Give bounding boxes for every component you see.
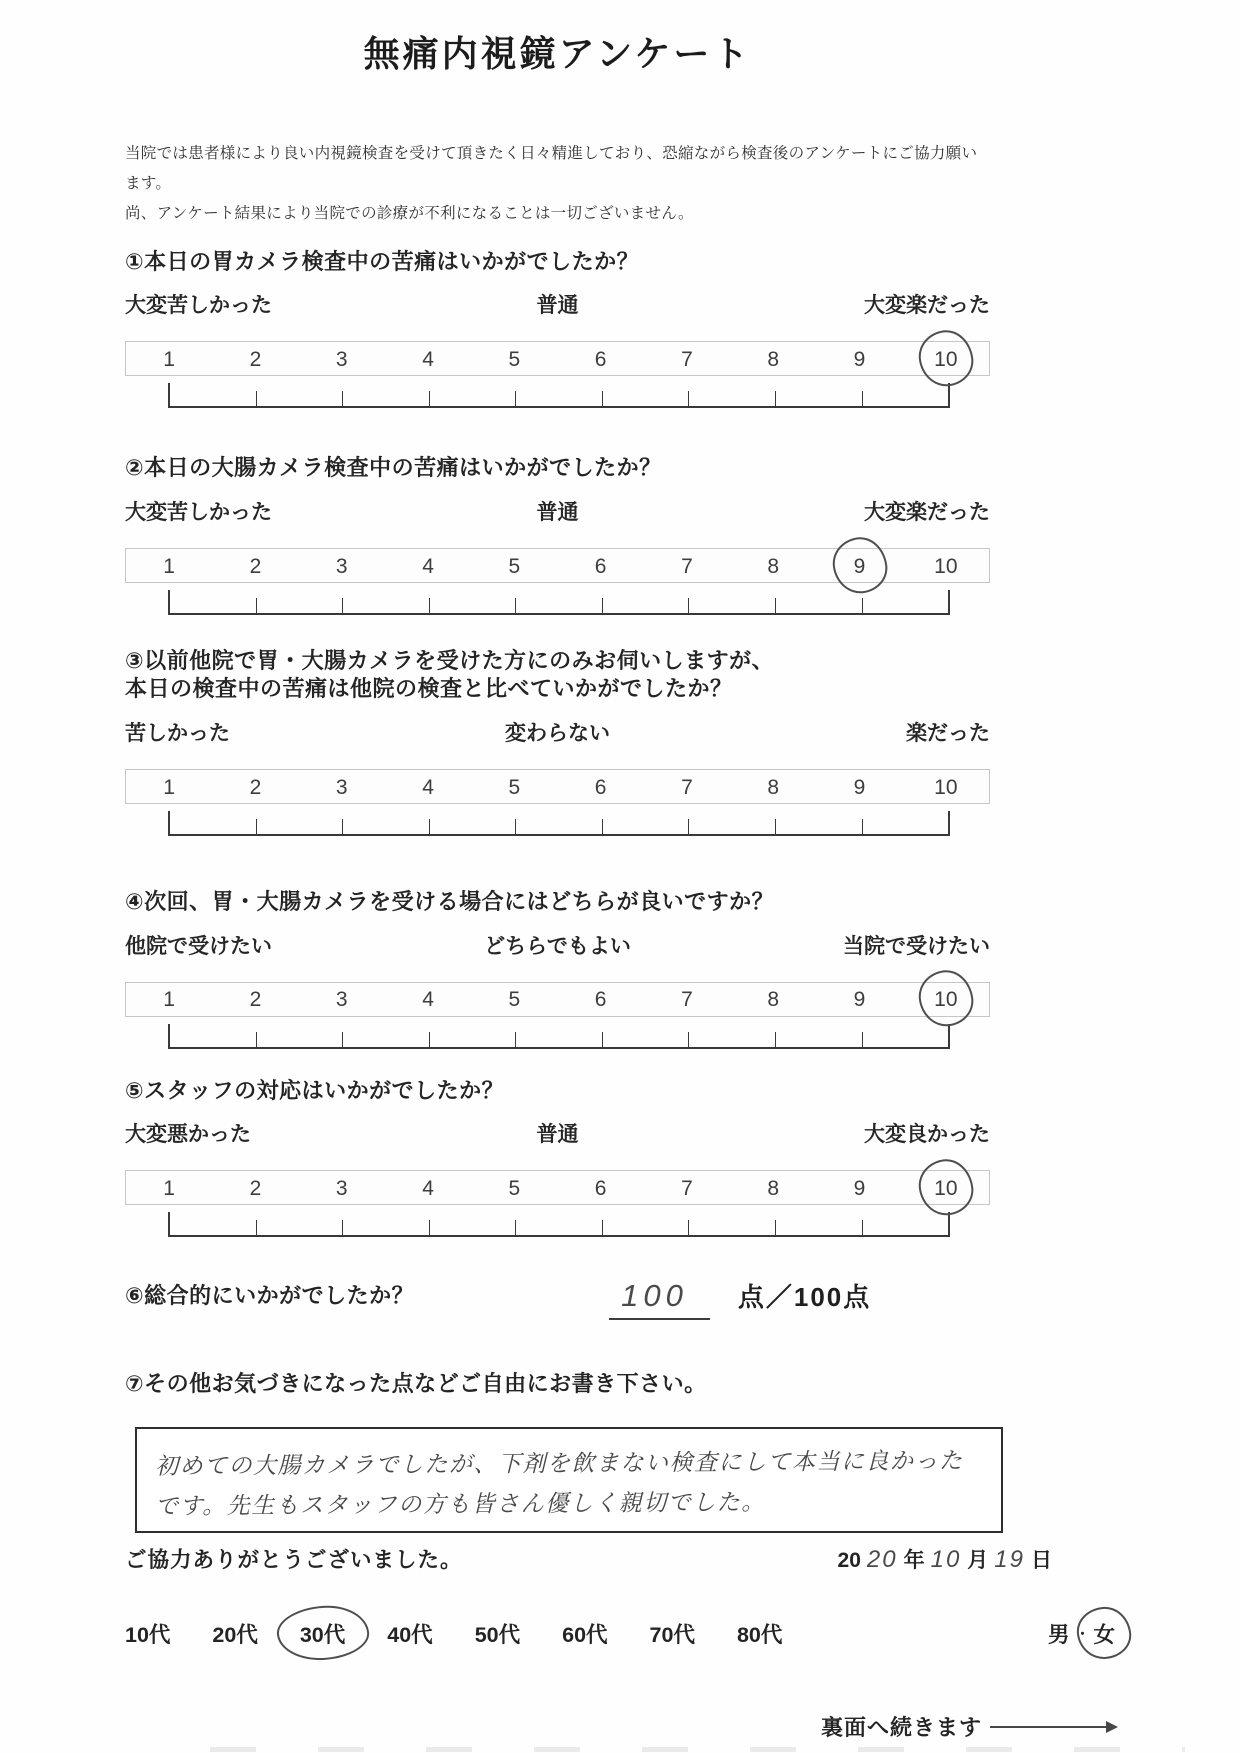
scale-label-center: 普通 [536, 500, 579, 524]
scale-option-3[interactable]: 3 [335, 988, 348, 1012]
scale-label-center: どちらでもよい [484, 934, 631, 958]
question-6-heading: ⑥総合的にいかがでしたか？ [125, 1282, 415, 1308]
question-5-heading: ⑤スタッフの対応はいかがでしたか？ [125, 1077, 505, 1103]
scale-option-1[interactable]: 1 [163, 554, 175, 578]
scale-option-1[interactable]: 1 [163, 988, 175, 1012]
question-1-heading: ①本日の胃カメラ検査中の苦痛はいかがでしたか？ [125, 248, 640, 274]
age-options [125, 1618, 824, 1649]
scale-option-3[interactable]: 3 [335, 1176, 348, 1200]
ruler-segment [429, 1032, 516, 1047]
scale-option-8[interactable]: 8 [767, 347, 780, 371]
scale-option-9[interactable]: 9 [853, 988, 866, 1012]
handwritten-score: 100 [621, 1278, 688, 1314]
ruler-segment [256, 598, 343, 613]
ruler-segment [602, 1032, 689, 1047]
question-3-scale [125, 769, 990, 804]
intro-text [125, 139, 990, 230]
ruler-segment [429, 1220, 516, 1235]
intro-line-1: 当院では患者様により良い内視鏡検査を受けて頂きたく日々精進しており、恐縮ながら検査後のアンケートにご協力願います。 [125, 145, 978, 193]
scale-option-3[interactable]: 3 [335, 347, 348, 371]
question-3-heading [125, 647, 990, 704]
ruler-segment [688, 598, 775, 613]
continue-row [125, 1711, 1115, 1742]
scale-option-6[interactable]: 6 [594, 347, 607, 371]
scale-label-center: 普通 [536, 1123, 579, 1147]
comment-box[interactable] [135, 1427, 1003, 1534]
scale-option-3[interactable]: 3 [335, 775, 348, 799]
age-option-30代[interactable]: 30代 [300, 1618, 345, 1649]
ruler-segment [256, 1032, 343, 1047]
question-4 [125, 888, 990, 1049]
ruler-segment [862, 598, 949, 613]
scale-label-right: 当院で受けたい [843, 934, 990, 958]
ruler-segment [170, 598, 256, 613]
date-year-unit: 年 [903, 1549, 925, 1573]
scale-option-5[interactable]: 5 [508, 1176, 521, 1200]
scale-option-6[interactable]: 6 [594, 554, 607, 578]
scale-option-10[interactable]: 10 [934, 554, 958, 578]
scale-option-6[interactable]: 6 [594, 1176, 607, 1200]
scale-option-6[interactable]: 6 [594, 775, 607, 799]
ruler-segment [775, 1032, 862, 1047]
selection-circle [916, 968, 976, 1030]
ruler-segment [429, 391, 516, 406]
ruler-segment [602, 598, 689, 613]
question-4-scale [125, 982, 990, 1017]
question-4-heading: ④次回、胃・大腸カメラを受ける場合にはどちらが良いですか？ [125, 889, 775, 915]
ruler-segment [170, 1032, 256, 1047]
question-1-scale-labels [125, 289, 990, 319]
question-3 [125, 647, 990, 836]
ruler-segment [515, 1220, 602, 1235]
continue-note: 裏面へ続きます [820, 1715, 982, 1741]
ruler-segment [256, 391, 343, 406]
ruler-segment [342, 598, 429, 613]
arrow-right-icon [990, 1726, 1115, 1728]
scale-option-10[interactable]: 10 [903, 1175, 989, 1203]
ruler-segment [170, 391, 256, 406]
scale-option-9[interactable]: 9 [853, 1176, 866, 1200]
date-month-handwritten: 10 [930, 1546, 962, 1574]
ruler-segment [775, 391, 862, 406]
scale-option-2[interactable]: 2 [249, 988, 262, 1012]
scale-ruler [168, 1212, 950, 1237]
scale-option-7[interactable]: 7 [681, 554, 693, 578]
age-option-10代[interactable]: 10代 [125, 1623, 171, 1648]
question-5-scale-labels [125, 1118, 990, 1148]
ruler-segment [342, 819, 429, 834]
scale-label-left: 他院で受けたい [125, 934, 272, 958]
scale-option-1[interactable]: 1 [163, 775, 175, 799]
scale-option-4[interactable]: 4 [422, 554, 434, 578]
scan-artifact [210, 1747, 1185, 1752]
question-2 [125, 454, 990, 615]
selection-circle [829, 534, 889, 596]
question-5 [125, 1077, 990, 1238]
thanks-row [125, 1543, 1055, 1574]
ruler-segment [256, 819, 343, 834]
scale-ruler [168, 590, 950, 615]
comment-line-1: 初めての大腸カメラでしたが、下剤を飲まない検査にして本当に良かった [154, 1447, 964, 1479]
date-month-unit: 月 [967, 1549, 989, 1573]
ruler-segment [170, 1220, 256, 1235]
scale-label-right: 大変楽だった [864, 500, 990, 524]
ruler-segment [429, 598, 516, 613]
scale-option-2[interactable]: 2 [249, 554, 262, 578]
score-suffix: 点／100点 [737, 1282, 872, 1313]
scale-option-10[interactable]: 10 [934, 775, 958, 799]
score-field[interactable] [609, 1278, 710, 1320]
scale-option-4[interactable]: 4 [422, 988, 434, 1012]
selection-circle [916, 1156, 976, 1218]
scale-option-4[interactable]: 4 [422, 775, 434, 799]
scale-label-right: 大変楽だった [864, 294, 990, 318]
gender-option-female[interactable] [1093, 1618, 1115, 1649]
scale-option-7[interactable]: 7 [681, 775, 693, 799]
scale-label-center: 普通 [536, 294, 579, 318]
date-day-handwritten: 19 [994, 1546, 1025, 1574]
ruler-segment [688, 391, 775, 406]
scale-label-center: 変わらない [505, 722, 610, 746]
scale-option-4[interactable]: 4 [422, 347, 434, 371]
gender-separator: ・ [1075, 1625, 1090, 1642]
age-row [125, 1618, 1115, 1649]
ruler-segment [862, 391, 949, 406]
scale-label-left: 大変苦しかった [125, 294, 272, 318]
age-option-70代[interactable]: 70代 [649, 1623, 695, 1648]
question-1-scale [125, 341, 990, 376]
scale-label-left: 大変悪かった [125, 1123, 251, 1147]
scale-option-9[interactable]: 9 [853, 775, 866, 799]
scale-option-10[interactable]: 10 [903, 346, 989, 374]
question-2-heading: ②本日の大腸カメラ検査中の苦痛はいかがでしたか？ [125, 455, 662, 481]
scale-option-8[interactable]: 8 [767, 775, 780, 799]
question-2-scale [125, 548, 990, 583]
gender-female-label: 女 [1093, 1623, 1115, 1648]
scale-label-left: 苦しかった [125, 722, 230, 746]
ruler-segment [515, 819, 602, 834]
ruler-segment [515, 391, 602, 406]
ruler-segment [688, 1220, 775, 1235]
scale-option-2[interactable]: 2 [249, 1176, 262, 1200]
ruler-segment [342, 391, 429, 406]
date-field[interactable] [835, 1544, 1055, 1574]
selection-circle [275, 1603, 371, 1663]
scale-option-9[interactable]: 9 [853, 347, 866, 371]
question-1 [125, 248, 990, 409]
gender-option-male[interactable]: 男 [1047, 1623, 1070, 1648]
question-6 [125, 1277, 990, 1320]
question-4-scale-labels [125, 930, 990, 960]
scale-option-5[interactable]: 5 [508, 554, 521, 578]
question-7-heading: ⑦その他お気づきになった点などご自由にお書き下さい。 [125, 1371, 707, 1397]
date-year-prefix: 20 [837, 1549, 861, 1573]
age-option-40代[interactable]: 40代 [387, 1623, 433, 1648]
scale-option-5[interactable]: 5 [508, 347, 521, 371]
scale-label-right: 大変良かった [864, 1123, 990, 1147]
ruler-segment [515, 1032, 602, 1047]
intro-line-2: 尚、アンケート結果により当院での診療が不利になることは一切ございません。 [125, 205, 694, 223]
scale-option-8[interactable]: 8 [767, 554, 780, 578]
question-3-scale-labels [125, 717, 990, 747]
ruler-segment [775, 819, 862, 834]
scale-option-6[interactable]: 6 [594, 988, 607, 1012]
ruler-segment [862, 819, 949, 834]
scale-option-1[interactable]: 1 [163, 1176, 175, 1200]
scale-option-8[interactable]: 8 [767, 1176, 780, 1200]
ruler-segment [688, 819, 775, 834]
ruler-segment [602, 391, 689, 406]
ruler-segment [170, 819, 256, 834]
age-option-50代[interactable]: 50代 [474, 1623, 521, 1648]
age-option-60代[interactable]: 60代 [562, 1623, 608, 1648]
age-option-80代[interactable]: 80代 [736, 1623, 783, 1648]
ruler-segment [515, 598, 602, 613]
scale-option-2[interactable]: 2 [249, 775, 262, 799]
scale-label-left: 大変苦しかった [125, 500, 272, 524]
ruler-segment [429, 819, 516, 834]
ruler-segment [342, 1220, 429, 1235]
scale-ruler [168, 1024, 950, 1049]
scale-option-5[interactable]: 5 [508, 988, 521, 1012]
ruler-segment [342, 1032, 429, 1047]
question-2-scale-labels [125, 496, 990, 526]
question-7 [125, 1370, 990, 1533]
date-day-unit: 日 [1031, 1549, 1052, 1573]
scale-ruler [168, 811, 950, 836]
question-5-scale [125, 1170, 990, 1205]
selection-circle [916, 327, 976, 389]
arrow-head-icon [1106, 1721, 1118, 1733]
question-3-heading-line-1: ③以前他院で胃・大腸カメラを受けた方にのみお伺いしますが、 [125, 647, 775, 673]
page-title: 無痛内視鏡アンケート [363, 33, 752, 74]
ruler-segment [775, 1220, 862, 1235]
scale-option-7[interactable]: 7 [681, 1176, 693, 1200]
scale-option-7[interactable]: 7 [681, 347, 693, 371]
ruler-segment [688, 1032, 775, 1047]
scale-option-5[interactable]: 5 [508, 775, 521, 799]
ruler-segment [602, 819, 689, 834]
ruler-segment [862, 1032, 949, 1047]
scale-option-8[interactable]: 8 [767, 988, 780, 1012]
age-option-20代[interactable]: 20代 [212, 1623, 258, 1648]
ruler-segment [775, 598, 862, 613]
ruler-segment [602, 1220, 689, 1235]
scale-ruler [168, 383, 950, 408]
ruler-segment [862, 1220, 949, 1235]
scale-option-2[interactable]: 2 [249, 347, 262, 371]
ruler-segment [256, 1220, 343, 1235]
scale-option-7[interactable]: 7 [681, 988, 693, 1012]
comment-line-2: です。先生もスタッフの方も皆さん優しく親切でした。 [154, 1488, 766, 1519]
date-year-handwritten: 20 [866, 1546, 898, 1574]
scale-option-1[interactable]: 1 [163, 347, 175, 371]
scale-option-10[interactable]: 10 [903, 986, 989, 1014]
scale-option-9[interactable]: 9 [816, 553, 902, 581]
thanks-text: ご協力ありがとうございました。 [125, 1548, 463, 1573]
scale-option-3[interactable]: 3 [335, 554, 348, 578]
gender-options [1048, 1618, 1115, 1649]
question-3-heading-line-2: 本日の検査中の苦痛は他院の検査と比べていかがでしたか？ [125, 676, 733, 702]
scale-label-right: 楽だった [906, 722, 990, 746]
scale-option-4[interactable]: 4 [422, 1176, 434, 1200]
